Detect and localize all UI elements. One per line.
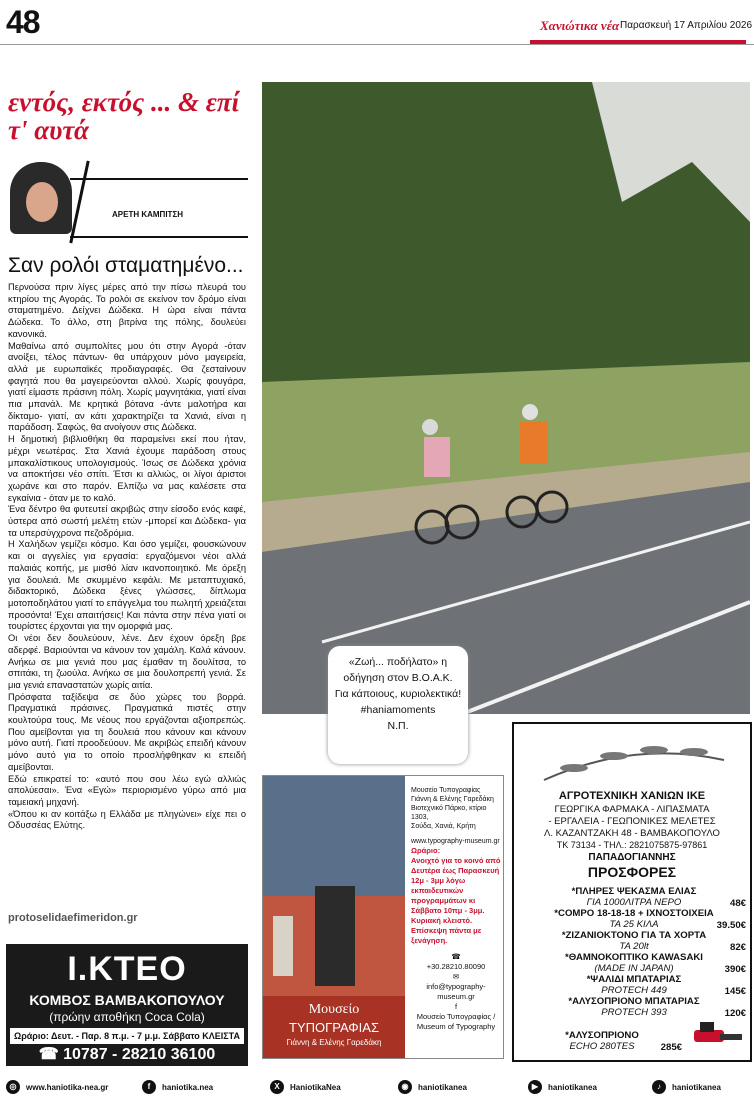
globe-icon: ◎ bbox=[6, 1080, 20, 1094]
agro-line: - ΕΡΓΑΛΕΙΑ - ΓΕΩΠΟΝΙΚΕΣ ΜΕΛΕΤΕΣ bbox=[548, 816, 716, 827]
kteo-title: Ι.ΚΤΕΟ bbox=[67, 950, 187, 988]
product-row bbox=[522, 930, 746, 952]
museum-contacts bbox=[411, 952, 501, 1032]
facebook-icon: f bbox=[142, 1080, 156, 1094]
page-number: 48 bbox=[6, 4, 40, 40]
watermark: protoselidaefimeridon.gr bbox=[8, 912, 138, 924]
agro-offers-title: ΠΡΟΣΦΟΡΕΣ bbox=[587, 864, 677, 880]
kteo-ad[interactable] bbox=[6, 944, 248, 1066]
article-body bbox=[8, 282, 246, 924]
footer-facebook-text: haniotika.nea bbox=[162, 1082, 214, 1092]
product-row bbox=[522, 952, 746, 974]
kteo-phone-text: 10787 - 28210 36100 bbox=[63, 1046, 216, 1063]
youtube-icon: ▶ bbox=[528, 1080, 542, 1094]
product-price: 39.50€ bbox=[716, 920, 746, 931]
museum-info-line: Γιάννη & Ελένης Γαρεδάκη bbox=[411, 796, 494, 803]
agrotechniki-ad[interactable] bbox=[512, 722, 752, 1062]
phone-icon: ☎ bbox=[38, 1046, 64, 1063]
footer-tiktok[interactable] bbox=[652, 1080, 721, 1094]
paragraph: Περνούσα πριν λίγες μέρες από την πίσω πλευρά του κτηρίου της Αγοράς. Το ρολόι σε εκείνον τον δρόμο είναι σταματημένο. Δείχνει Δώδεκα. Η ώρα είναι πάντα Δώδεκα. Το άλλο, στη βιτρίνα της πόλης, δουλεύει κανονικά. bbox=[8, 282, 246, 339]
kteo-location: ΚΟΜΒΟΣ ΒΑΜΒΑΚΟΠΟΥΛΟΥ bbox=[29, 992, 225, 1008]
product-detail: ΓΙΑ 1000ΛΙΤΡΑ ΝΕΡΟ bbox=[586, 897, 682, 908]
museum-website[interactable]: www.typography-museum.gr bbox=[411, 838, 500, 845]
footer-instagram-text: haniotikanea bbox=[418, 1082, 467, 1092]
paragraph: Μαθαίνω από συμπολίτες μου ότι στην Αγορά -όταν ανοίξει, τέλος πάντων- θα υπάρχουν μόνο μαγειρεία, αλλά με ευρωπαϊκές προδιαγραφές. Θα ζεσταίνουν φαγητά που θα μαγειρεύονται αλλού. Χωρίς φουγάρα, γιατί είμαστε πράσινη πόλη. Χωρίς μαγνητάκια, γιατί είναι πια μπανάλ. Με κρητικά βότανα -άντε μαλοτήρα και δίκταμο- γιατί, αν κάτι χαρακτηρίζει τα Χανιά, είναι η παράδοση. Σαφώς, θα ανοίγουν στις Δώδεκα. bbox=[8, 340, 246, 433]
footer-youtube-text: haniotikanea bbox=[548, 1082, 597, 1092]
product-row bbox=[522, 974, 746, 996]
museum-photo bbox=[263, 776, 405, 1058]
footer-x[interactable] bbox=[270, 1080, 341, 1094]
paragraph: Η Χαλήδων γεμίζει κόσμο. Και όσο γεμίζει, φουσκώνουν και οι αγγελίες για εργασία: εργαζόμενοι νέοι αλλά παλαιάς κοπής, με μισθό λίαν ικανοποιητικό. Με όρεξη για δουλειά. Με σκυμμένο κεφάλι. Με μεταπτυχιακό, διδακτορικό, Δώδεκα ξένες γλώσσες, δίπλωμα μοτοποδηλάτου γιατί το επάγγελμα του πωλητή χρειάζεται προσόντα! Έχει απαιτήσεις! Και πάντα στην πένα γιατί οι τουρίστες έρχονται για την ομορφιά μας. bbox=[8, 539, 246, 632]
agro-owner: ΠΑΠΑΔΟΓΙΑΝΝΗΣ bbox=[588, 852, 676, 863]
product-detail: PROTECH 449 bbox=[601, 985, 667, 996]
header-rule bbox=[0, 44, 754, 45]
product-detail: ΤΑ 20lt bbox=[619, 941, 649, 952]
footer-youtube[interactable] bbox=[528, 1080, 597, 1094]
caption-line: οδήγηση στον Β.Ο.Α.Κ. bbox=[343, 672, 453, 684]
paragraph: Οι νέοι δεν δουλεύουν, λένε. Δεν έχουν όρεξη βρε αδερφέ. Βαριούνται να κάνουν τον χαμάλη. Καλά κάνουν. Ανήκω σε μια γενιά που μας έμαθαν τη δουλίτσα, το σπιτάκι, τη ζωούλα. Ανήκω σε μια δουλοπρεπή γενιά. Σε μια γενιά επαναστατών χωρίς αιτία. bbox=[8, 633, 246, 690]
kteo-hours: Ωράριο: Δευτ. - Παρ. 8 π.μ. - 7 μ.μ. Σάββατο ΚΛΕΙΣΤΑ bbox=[10, 1028, 244, 1044]
product-price: 120€ bbox=[724, 1008, 746, 1019]
chainsaw-icon bbox=[690, 1014, 744, 1054]
museum-fb: Μουσείο Τυπογραφίας / bbox=[416, 1012, 496, 1021]
kteo-phone bbox=[6, 1044, 248, 1064]
museum-ad[interactable] bbox=[262, 775, 504, 1059]
tiktok-icon: ♪ bbox=[652, 1080, 666, 1094]
phone-icon: ☎ bbox=[451, 952, 461, 961]
footer-instagram[interactable] bbox=[398, 1080, 467, 1094]
issue-date: Παρασκευή 17 Απριλίου 2026 bbox=[620, 20, 753, 31]
facebook-icon: f bbox=[454, 1002, 458, 1011]
olive-branch-icon bbox=[534, 730, 734, 790]
footer-bar bbox=[0, 1076, 754, 1101]
photo-illustration bbox=[262, 82, 750, 714]
product-name: *ΑΛΥΣΟΠΡΙΟΝΟ bbox=[565, 1030, 639, 1041]
product-detail: (MADE IN JAPAN) bbox=[594, 963, 674, 974]
museum-hours bbox=[411, 846, 501, 1032]
caption-credit: Ν.Π. bbox=[387, 720, 409, 732]
product-row bbox=[522, 886, 746, 908]
agro-line: ΤΚ 73134 - ΤΗΛ.: 2821075875-97861 bbox=[556, 840, 708, 850]
footer-website-text: www.haniotika-nea.gr bbox=[26, 1082, 109, 1092]
column-title: εντός, εκτός ... & επί τ' αυτά bbox=[8, 87, 240, 145]
paragraph: Η δημοτική βιβλιοθήκη θα παραμείνει εκεί που ήταν, μέχρι νεωτέρας. Στα Χανιά έχουμε παράδοση στους μπακαλίστικους υπολογισμούς. Ίσως σε Δώδεκα χρόνια να αποκτήσει νέο σπίτι. Έτσι κι αλλιώς, οι λίγοι άριστοι χωράνε και στο παρόν. Ελπίζω να μας καλέσετε στα εγκαίνια - όταν με το καλό. bbox=[8, 434, 246, 503]
paragraph: Πρόσφατα ταξίδεψα σε δύο χώρες του βορρά. Πραγματικά πράσινες. Πραγματικά πιστές στην κουλτούρα τους. Με νέους που εργάζονται αξιοπρεπώς. Που αμείβονται για τη δουλειά που κάνουν και κάνουν μόνο αυτή. Γιατί προοδεύουν. Με ακριβώς επειδή κάνουν μόνο αυτό για το οποίο προσλήφθηκαν κι επειδή αμείβονται. bbox=[8, 691, 246, 772]
museum-fb-en: Museum of Typography bbox=[416, 1022, 496, 1031]
product-row bbox=[522, 908, 746, 930]
product-detail: ΤΑ 25 ΚΙΛΑ bbox=[609, 919, 659, 930]
museum-phone: +30.28210.80090 bbox=[426, 962, 486, 971]
product-price: 285€ bbox=[660, 1042, 682, 1053]
author-rule-bottom bbox=[70, 236, 248, 238]
agro-line: ΓΕΩΡΓΙΚΑ ΦΑΡΜΑΚΑ - ΛΙΠΑΣΜΑΤΑ bbox=[554, 804, 710, 815]
footer-x-text: HaniotikaNea bbox=[290, 1082, 341, 1092]
paragraph: «Όπου κι αν κοιτάξω η Ελλάδα με πληγώνει» είχε πει ο Οδυσσέας Ελύτης. bbox=[8, 808, 246, 831]
caption-hashtag: #haniamoments bbox=[360, 704, 436, 716]
museum-info-line: Μουσείο Τυπογραφίας bbox=[411, 787, 481, 794]
instagram-icon: ◉ bbox=[398, 1080, 412, 1094]
agro-title: ΑΓΡΟΤΕΧΝΙΚΗ ΧΑΝΙΩΝ ΙΚΕ bbox=[558, 790, 706, 802]
product-price: 48€ bbox=[729, 898, 746, 909]
paragraph: Ένα δέντρο θα φυτευτεί ακριβώς στην είσοδο ενός καφέ, ύστερα από σωστή μελέτη ετών -μπορεί και Δώδεκα- για τα υπερσύγχρονα πεζοδρόμια. bbox=[8, 504, 246, 538]
product-name: *ΘΑΜΝΟΚΟΠΤΙΚΟ KAWASAKI bbox=[565, 952, 703, 963]
product-name: *ΨΑΛΙΔΙ ΜΠΑΤΑΡΙΑΣ bbox=[586, 974, 682, 985]
article-headline: Σαν ρολόι σταματημένο... bbox=[8, 254, 244, 277]
email-icon: ✉ bbox=[452, 972, 460, 981]
author-slash bbox=[69, 161, 89, 244]
museum-email: info@typography-museum.gr bbox=[426, 982, 486, 1001]
kteo-note: (πρώην αποθήκη Coca Cola) bbox=[49, 1010, 205, 1024]
footer-website[interactable] bbox=[6, 1080, 108, 1094]
caption-line: «Ζωή... ποδήλατο» η bbox=[348, 656, 448, 668]
x-icon: X bbox=[270, 1080, 284, 1094]
product-price: 145€ bbox=[724, 986, 746, 997]
museum-info bbox=[411, 786, 501, 846]
footer-tiktok-text: haniotikanea bbox=[672, 1082, 721, 1092]
product-name: *ΖΙΖΑΝΙΟΚΤΟΝΟ ΓΙΑ ΤΑ ΧΟΡΤΑ bbox=[561, 930, 707, 941]
product-row bbox=[522, 1030, 682, 1052]
publication-logo: Χανιώτικα νέα bbox=[540, 18, 620, 33]
museum-info-line: Σούδα, Χανιά, Κρήτη bbox=[411, 823, 476, 830]
product-price: 390€ bbox=[724, 964, 746, 975]
museum-hours-title: Ωράριο: bbox=[411, 846, 441, 855]
cyclists-photo bbox=[262, 82, 750, 714]
photo-caption bbox=[328, 646, 468, 764]
museum-name-2: ΤΥΠΟΓΡΑΦΙΑΣ bbox=[289, 1020, 379, 1035]
museum-info-line: Βιοτεχνικό Πάρκο, κτίριο 1303, bbox=[411, 805, 487, 821]
paragraph: Εδώ επικρατεί το: «αυτό που σου λέω εγώ αλλιώς απολύεσαι». Ένα «Εγώ» περιορισμένο γύρω από μια ταμειακή μηχανή. bbox=[8, 773, 246, 807]
product-detail: ECHO 280TES bbox=[569, 1041, 635, 1052]
museum-owners: Γιάννη & Ελένης Γαρεδάκη bbox=[286, 1038, 382, 1047]
author-rule-top bbox=[70, 178, 248, 180]
product-name: *ΑΛΥΣΟΠΡΙΟΝΟ ΜΠΑΤΑΡΙΑΣ bbox=[568, 996, 700, 1007]
museum-name: Μουσείο bbox=[308, 1002, 360, 1017]
product-detail: PROTECH 393 bbox=[601, 1007, 667, 1018]
author-name: ΑΡΕΤΗ ΚΑΜΠΙΤΣΗ bbox=[112, 210, 184, 219]
product-name: *ΠΛΗΡΕΣ ΨΕΚΑΣΜΑ ΕΛΙΑΣ bbox=[571, 886, 697, 897]
footer-facebook[interactable] bbox=[142, 1080, 213, 1094]
agro-line: Λ. ΚΑΖΑΝΤΖΑΚΗ 48 - ΒΑΜΒΑΚΟΠΟΥΛΟ bbox=[544, 828, 720, 839]
author-photo bbox=[10, 162, 72, 234]
product-name: *COMPO 18-18-18 + ΙΧΝΟΣΤΟΙΧΕΙΑ bbox=[554, 908, 714, 919]
museum-hours-text: Ανοιχτό για το κοινό από Δευτέρα έως Παρασκευή 12μ - 3μμ λόγω εκπαιδευτικών προγραμμάτων κι Σάββατο 10πμ - 3μμ. Κυριακή κλειστό. Επίσκεψη πάντα με ξενάγηση. bbox=[411, 856, 501, 945]
product-price: 82€ bbox=[729, 942, 746, 953]
caption-line: Για κάποιους, κυριολεκτικά! bbox=[334, 688, 462, 700]
